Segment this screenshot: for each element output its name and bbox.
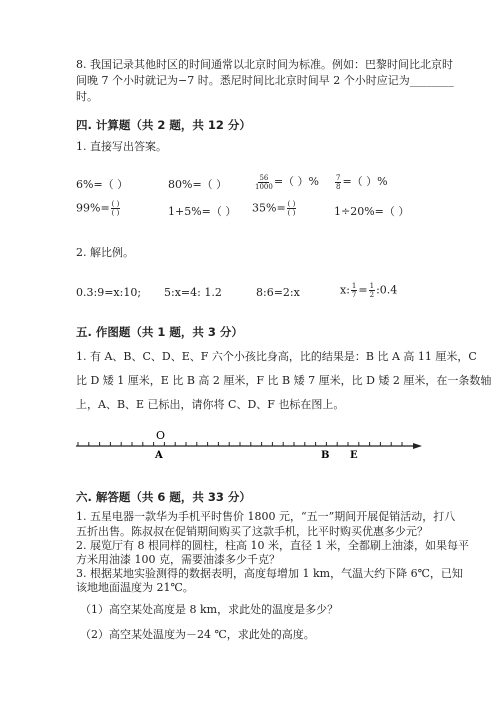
ratio-2: 5:x=4: 1.2 <box>164 286 222 299</box>
problem1-line1: 1. 五星电器一款华为手机平时售价 1800 元，“五一”期间开展促销活动，打八 <box>76 510 456 523</box>
calc-r1-c2: 80%=（ ） <box>168 178 228 191</box>
calc-r1-c3-text: =（ ）% <box>273 175 319 188</box>
point-b-label: B <box>321 450 330 460</box>
fraction <box>335 174 341 191</box>
fraction <box>111 200 121 217</box>
problem2-line1: 2. 展览厅有 8 根同样的圆柱，柱高 10 米，直径 1 米，全都刷上油漆，如果每平 <box>76 539 469 552</box>
q8-line1: 8. 我国记录其他时区的时间通常以北京时间为标准。例如：巴黎时间比北京时 <box>76 58 453 71</box>
ratio-4-eq: = <box>358 283 368 297</box>
section6-title: 六. 解答题（共 6 题，共 33 分） <box>76 490 251 504</box>
calc-r2-c1 <box>76 200 121 217</box>
problem2-line2: 方米用油漆 100 克，需要油漆多少千克？ <box>76 553 280 566</box>
calc-r2-c1-text: 99%= <box>76 201 110 215</box>
point-a-label: A <box>155 450 163 460</box>
ratio-4 <box>340 282 397 299</box>
fraction-denominator: ( ) <box>111 209 120 217</box>
fraction-denominator: 2 <box>369 291 375 299</box>
point-e-label: E <box>350 450 358 460</box>
fraction-numerator: 7 <box>336 173 341 182</box>
section4-title: 四. 计算题（共 2 题，共 12 分） <box>76 118 251 132</box>
fraction-denominator: 1000 <box>255 182 273 191</box>
fraction-denominator: 7 <box>351 291 357 299</box>
fraction-numerator: ( ) <box>287 200 296 208</box>
calc-r2-c2: 1+5%=（ ） <box>168 205 237 218</box>
fraction-numerator: 1 <box>369 282 375 290</box>
fraction <box>369 282 375 299</box>
calc-r2-c3 <box>252 200 297 217</box>
fraction-numerator: 1 <box>351 282 357 290</box>
number-line-ticks <box>78 442 402 446</box>
problem1-line2: 五折出售。陈叔叔在促销期间购买了这款手机，比平时购买优惠多少元？ <box>76 525 428 538</box>
section5-line3: 上，A、B、E 已标出，请你将 C、D、F 也标在图上。 <box>76 398 345 411</box>
problem3-line1: 3. 根据某地实验测得的数据表明，高度每增加 1 km，气温大约下降 6℃，已知 <box>76 567 463 580</box>
section4-q1-label: 1. 直接写出答案。 <box>76 140 167 153</box>
section4-q2-label: 2. 解比例。 <box>76 246 134 259</box>
fraction-numerator: ( ) <box>111 200 120 208</box>
ratio-4-tail: :0.4 <box>376 283 398 297</box>
fraction-numerator: 56 <box>259 173 269 182</box>
fraction-denominator: 8 <box>336 182 341 191</box>
q8-line2: 间晚 7 个小时就记为−7 时。悉尼时间比北京时间早 2 个小时应记为________ <box>76 74 454 87</box>
q8-line3: 时。 <box>76 90 98 103</box>
problem3-sub2: （2）高空某处温度为－24 ℃，求此处的高度。 <box>80 628 315 641</box>
axis-arrow-icon <box>413 443 422 449</box>
calc-r1-c3 <box>254 173 319 191</box>
problem3-sub1: （1）高空某处高度是 8 km，求此处的温度是多少？ <box>80 603 339 616</box>
ratio-3: 8:6=2:x <box>256 286 300 299</box>
problem3-line2: 该地地面温度为 21℃。 <box>76 581 194 594</box>
number-line <box>70 428 430 460</box>
calc-r1-c4-text: =（ ）% <box>342 175 388 188</box>
section5-line2: 比 D 矮 1 厘米，E 比 B 高 2 厘米，F 比 B 矮 7 厘米，比 D 矮 2 厘米，在一条数轴 <box>76 374 492 387</box>
ratio-1: 0.3:9=x:10; <box>76 286 142 299</box>
origin-label: O <box>156 429 166 442</box>
section5-title: 五. 作图题（共 1 题，共 3 分） <box>76 325 243 339</box>
calc-r2-c4: 1÷20%=（ ） <box>334 205 410 218</box>
calc-r1-c4 <box>334 173 388 191</box>
section5-line1: 1. 有 A、B、C、D、E、F 六个小孩比身高，比的结果是：B 比 A 高 11 厘米，C <box>76 350 477 363</box>
fraction <box>287 200 297 217</box>
fraction <box>255 174 273 191</box>
calc-r2-c3-text: 35%= <box>252 201 286 215</box>
fraction <box>351 282 357 299</box>
fraction-denominator: ( ) <box>287 209 296 217</box>
ratio-4-x: x: <box>340 283 350 297</box>
calc-r1-c1: 6%=（ ） <box>76 178 129 191</box>
